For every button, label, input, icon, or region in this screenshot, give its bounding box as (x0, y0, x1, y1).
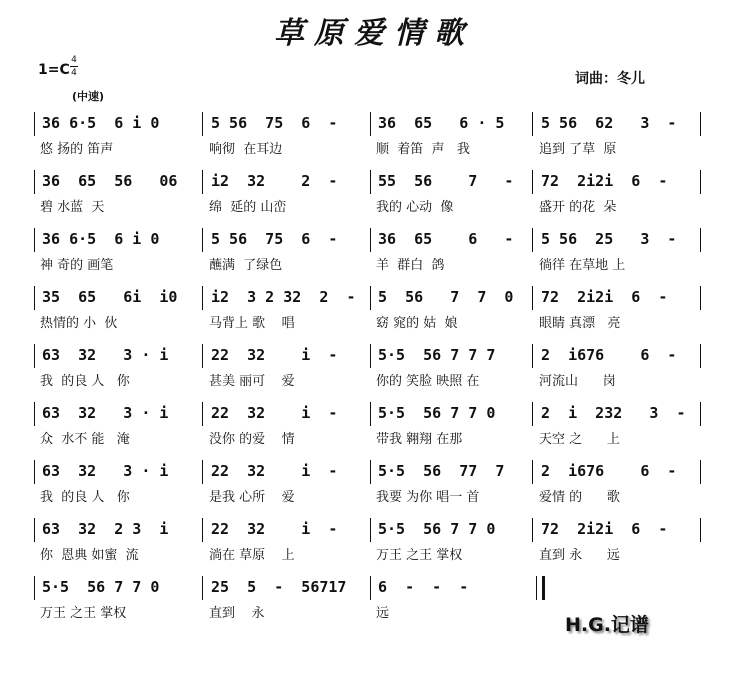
lyrics-row (0, 370, 748, 394)
barline (700, 228, 701, 252)
measure: 55 56 7 - (378, 172, 514, 190)
measure: 72 2i2i 6 - (541, 172, 668, 190)
measure: 5·5 56 7 7 0 (378, 520, 496, 538)
lyric-segment: 追到 了草 原 (539, 142, 617, 157)
measure: 2 i676 6 - (541, 346, 677, 364)
barline (700, 402, 701, 426)
composer-credit: 词曲：冬儿 (575, 71, 645, 87)
measure: 22 32 i - (211, 346, 338, 364)
barline (202, 344, 203, 368)
lyrics-row (0, 138, 748, 162)
measure: 5 56 7 7 0 (378, 288, 514, 306)
barline (532, 286, 533, 310)
measure: 5 56 75 6 - (211, 230, 338, 248)
lyric-segment: 马背上 歌 唱 (209, 316, 295, 331)
lyrics-row (0, 428, 748, 452)
score-line (0, 282, 748, 344)
barline (370, 112, 371, 136)
lyrics-row (0, 486, 748, 510)
notes-row (0, 282, 748, 312)
measure: 36 6·5 6 i 0 (42, 114, 160, 132)
measure: 22 32 i - (211, 462, 338, 480)
barline (370, 344, 371, 368)
notes-row (0, 572, 748, 602)
lyric-segment: 直到 永 远 (539, 548, 620, 563)
lyric-segment: 我的 心动 像 (376, 200, 454, 215)
measure: 63 32 3 · i (42, 462, 169, 480)
measure: 72 2i2i 6 - (541, 288, 668, 306)
measure: 6 - - - (378, 578, 469, 596)
measure: 5 56 75 6 - (211, 114, 338, 132)
barline (700, 170, 701, 194)
notes-row (0, 224, 748, 254)
measure: 2 i676 6 - (541, 462, 677, 480)
meter-bar (70, 66, 78, 67)
lyric-segment: 徜徉 在草地 上 (539, 258, 626, 273)
barline (370, 576, 371, 600)
lyric-segment: 你 恩典 如蜜 流 (40, 548, 139, 563)
measure: 5 56 62 3 - (541, 114, 677, 132)
lyric-segment: 带我 翱翔 在那 (376, 432, 463, 447)
barline (532, 518, 533, 542)
barline (700, 460, 701, 484)
lyric-segment: 蘸满 了绿色 (209, 258, 283, 273)
lyric-segment: 绵 延的 山峦 (209, 200, 287, 215)
barline (532, 170, 533, 194)
barline (34, 344, 35, 368)
barline (202, 170, 203, 194)
barline (532, 228, 533, 252)
barline (202, 460, 203, 484)
barline (202, 112, 203, 136)
lyric-segment: 我要 为你 唱一 首 (376, 490, 480, 505)
lyrics-row (0, 196, 748, 220)
notes-row (0, 514, 748, 544)
lyric-segment: 你的 笑脸 映照 在 (376, 374, 480, 389)
measure: 5·5 56 7 7 0 (42, 578, 160, 596)
lyric-segment: 万王 之王 掌权 (376, 548, 463, 563)
measure: 25 5 - 56717 (211, 578, 347, 596)
time-signature (70, 55, 78, 78)
measure: i2 3 2 32 2 - (211, 288, 356, 306)
key-signature: 1=C (38, 62, 70, 78)
measure: 5 56 25 3 - (541, 230, 677, 248)
lyric-segment: 众 水不 能 淹 (40, 432, 130, 447)
lyric-segment: 神 奇的 画笔 (40, 258, 114, 273)
barline (370, 286, 371, 310)
transcriber-credit: H.G.记谱 (565, 614, 649, 636)
lyrics-row (0, 254, 748, 278)
meter-top: 4 (71, 55, 77, 65)
lyrics-row (0, 312, 748, 336)
measure: 5·5 56 77 7 (378, 462, 505, 480)
lyric-segment: 远 (376, 606, 390, 621)
measure: 36 65 6 · 5 (378, 114, 505, 132)
lyric-segment: 羊 群白 鸽 (376, 258, 445, 273)
barline (202, 576, 203, 600)
measure: 36 65 56 06 (42, 172, 178, 190)
lyric-segment: 盛开 的花 朵 (539, 200, 617, 215)
measure: 5·5 56 7 7 0 (378, 404, 496, 422)
measure: 72 2i2i 6 - (541, 520, 668, 538)
measure: 5·5 56 7 7 7 (378, 346, 496, 364)
barline (34, 402, 35, 426)
measure: 35 65 6i i0 (42, 288, 178, 306)
lyric-segment: 天空 之 上 (539, 432, 620, 447)
notes-row (0, 398, 748, 428)
lyrics-row (0, 544, 748, 568)
barline (202, 518, 203, 542)
barline (34, 286, 35, 310)
notes-row (0, 108, 748, 138)
notes-row (0, 166, 748, 196)
barline (370, 460, 371, 484)
barline (700, 286, 701, 310)
barline (370, 518, 371, 542)
barline (34, 576, 35, 600)
lyric-segment: 热情的 小 伙 (40, 316, 118, 331)
measure: 63 32 2 3 i (42, 520, 169, 538)
score-line (0, 108, 748, 170)
measure: 36 6·5 6 i 0 (42, 230, 160, 248)
lyric-segment: 我 的良 人 你 (40, 490, 130, 505)
measure: 22 32 i - (211, 520, 338, 538)
lyric-segment: 万王 之王 掌权 (40, 606, 127, 621)
measure: 63 32 3 · i (42, 346, 169, 364)
barline (34, 170, 35, 194)
lyric-segment: 没你 的爱 情 (209, 432, 295, 447)
lyric-segment: 眼睛 真漂 亮 (539, 316, 621, 331)
barline (202, 228, 203, 252)
lyric-segment: 淌在 草原 上 (209, 548, 295, 563)
barline (532, 402, 533, 426)
barline (700, 112, 701, 136)
lyric-segment: 我 的良 人 你 (40, 374, 130, 389)
barline (202, 402, 203, 426)
score-line (0, 166, 748, 228)
barline (700, 518, 701, 542)
barline (202, 286, 203, 310)
barline (700, 344, 701, 368)
notes-row (0, 456, 748, 486)
barline (34, 228, 35, 252)
lyric-segment: 悠 扬的 笛声 (40, 142, 114, 157)
barline (532, 344, 533, 368)
lyric-segment: 碧 水蓝 天 (40, 200, 105, 215)
lyric-segment: 顺 着笛 声 我 (376, 142, 470, 157)
barline (34, 112, 35, 136)
barline (532, 460, 533, 484)
barline (532, 112, 533, 136)
score-line (0, 340, 748, 402)
lyric-segment: 甚美 丽可 爱 (209, 374, 295, 389)
lyric-segment: 窈 窕的 姑 娘 (376, 316, 458, 331)
barline (34, 518, 35, 542)
meter-bottom: 4 (71, 68, 77, 78)
measure: 2 i 232 3 - (541, 404, 686, 422)
score-line (0, 514, 748, 576)
barline (370, 170, 371, 194)
song-title: 草原爱情歌 (274, 16, 474, 51)
measure: 22 32 i - (211, 404, 338, 422)
notes-row (0, 340, 748, 370)
lyric-segment: 是我 心所 爱 (209, 490, 295, 505)
score-line (0, 398, 748, 460)
barline (370, 402, 371, 426)
barline (370, 228, 371, 252)
barline (34, 460, 35, 484)
score-line (0, 224, 748, 286)
lyric-segment: 响彻 在耳边 (209, 142, 283, 157)
lyric-segment: 直到 永 (209, 606, 265, 621)
measure: i2 32 2 - (211, 172, 338, 190)
final-barline (536, 576, 545, 600)
lyric-segment: 爱情 的 歌 (539, 490, 620, 505)
lyric-segment: 河流山 岗 (539, 374, 616, 389)
measure: 36 65 6 - (378, 230, 514, 248)
score-line (0, 456, 748, 518)
measure: 63 32 3 · i (42, 404, 169, 422)
tempo-marking: (中速) (72, 90, 105, 103)
